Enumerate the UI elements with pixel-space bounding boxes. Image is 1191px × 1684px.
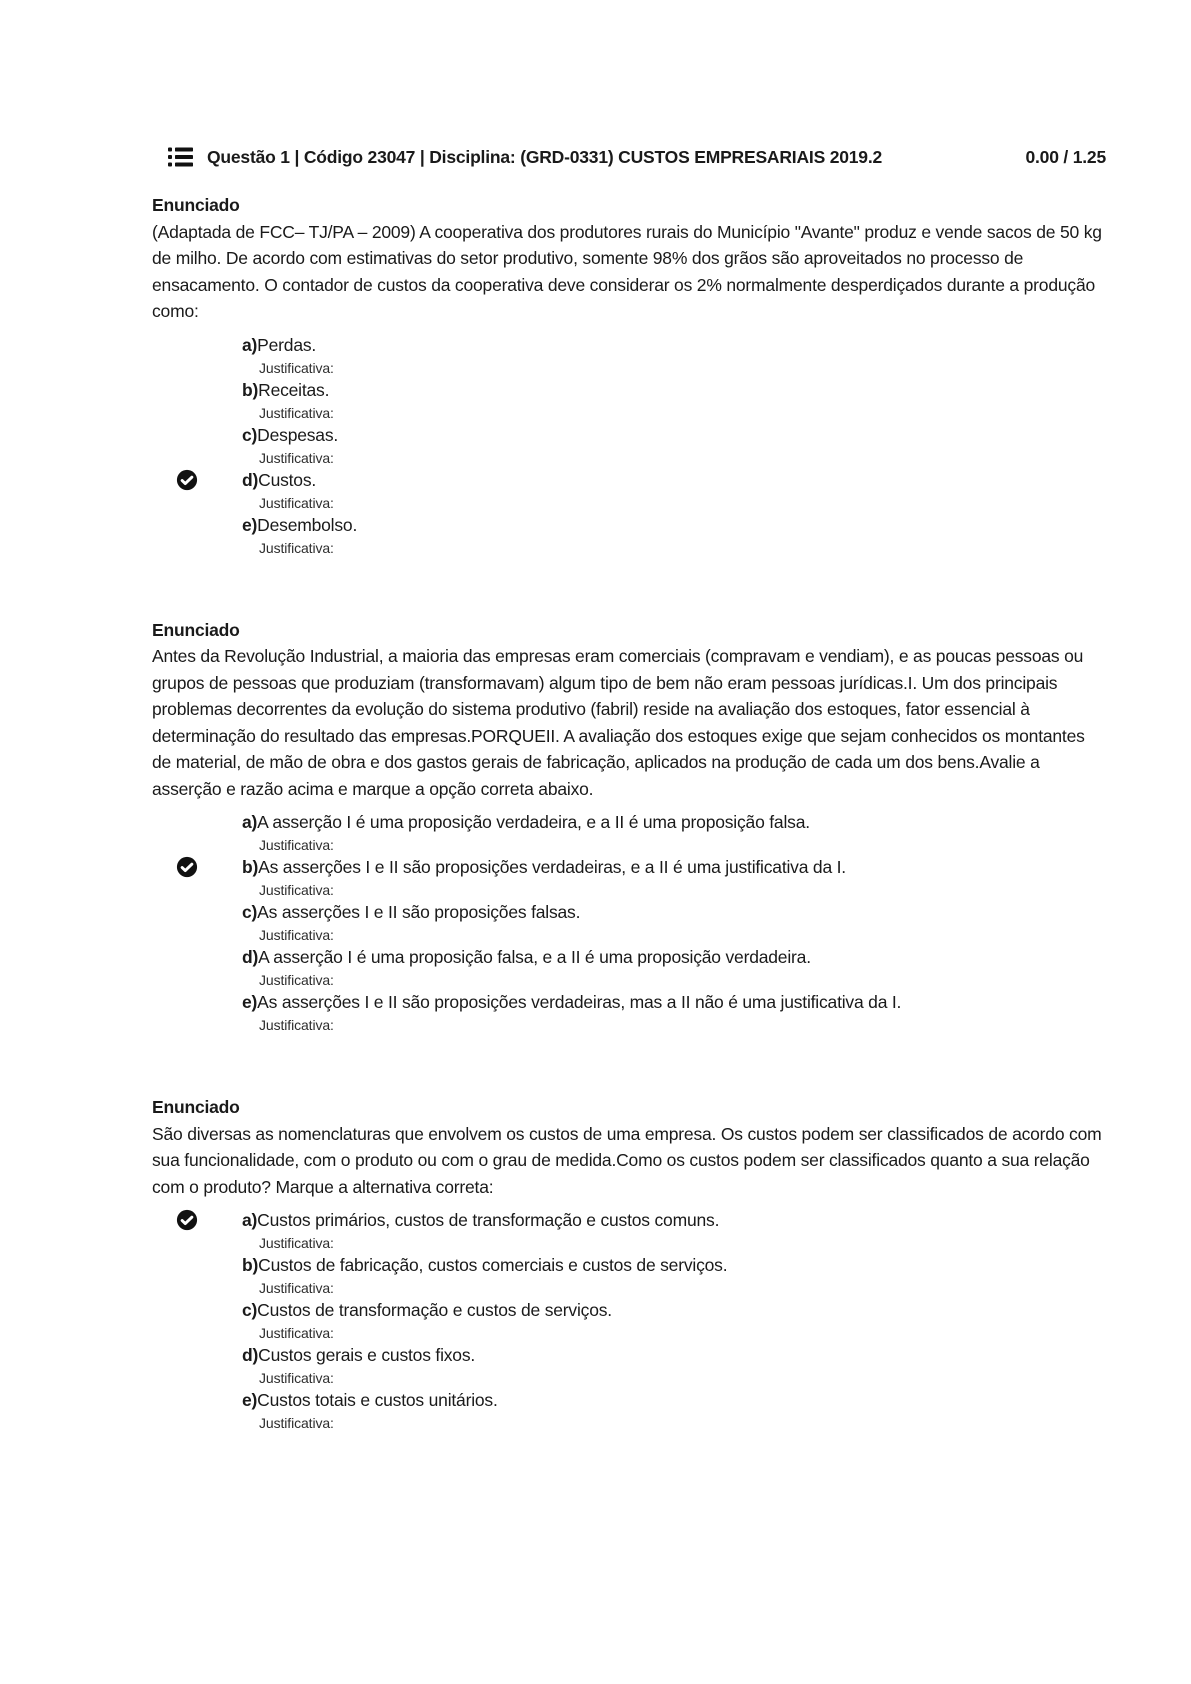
option-text: As asserções I e II são proposições falsas. <box>257 902 581 922</box>
justificativa-label: Justificativa: <box>259 1325 334 1341</box>
justificativa-label: Justificativa: <box>259 404 334 421</box>
options-list <box>242 811 1106 1036</box>
question-header <box>152 146 1106 168</box>
answer-option-d <box>242 1344 1106 1389</box>
justificativa-label: Justificativa: <box>259 837 334 853</box>
option-text: Custos totais e custos unitários. <box>257 1390 498 1410</box>
option-text: Despesas. <box>257 424 339 445</box>
answer-option-a <box>242 334 1106 379</box>
option-text: Desembolso. <box>257 514 358 535</box>
justificativa-label: Justificativa: <box>259 449 334 466</box>
enunciado-heading: Enunciado <box>152 195 240 215</box>
check-circle-icon <box>176 856 198 878</box>
option-letter: b) <box>242 1255 259 1275</box>
justificativa-label: Justificativa: <box>259 1280 334 1296</box>
answer-option-a <box>242 811 1106 856</box>
options-list <box>242 1209 1106 1434</box>
option-letter: d) <box>242 1345 259 1365</box>
question-block-1 <box>152 192 1106 559</box>
justificativa-label: Justificativa: <box>259 1017 334 1033</box>
enunciado-heading: Enunciado <box>152 1097 240 1117</box>
option-text: A asserção I é uma proposição falsa, e a II é uma proposição verdadeira. <box>258 947 811 967</box>
option-text: A asserção I é uma proposição verdadeira, e a II é uma proposição falsa. <box>257 812 810 832</box>
option-letter: e) <box>242 1390 258 1410</box>
enunciado-text: (Adaptada de FCC– TJ/PA – 2009) A cooperativa dos produtores rurais do Município "Avante" produz e vende sacos de 50 kg de milho. De acordo com estimativas do setor produtivo, somente 98% dos grãos são aproveitados no processo de ensacamento. O contador de custos da cooperativa deve considerar os 2% normalmente desperdiçados durante a produção como: <box>152 221 1102 321</box>
answer-option-d <box>242 946 1106 991</box>
option-letter: c) <box>242 902 258 922</box>
option-letter: a) <box>242 1210 258 1230</box>
answer-option-d-correct <box>242 469 1106 514</box>
option-letter: b) <box>242 857 259 877</box>
option-text: Receitas. <box>258 379 330 400</box>
option-letter: d) <box>242 947 259 967</box>
enunciado-text: São diversas as nomenclaturas que envolvem os custos de uma empresa. Os custos podem ser classificados de acordo com sua funcionalidade, com o produto ou com o grau de medida.Como os custos podem ser classificados quanto a sua relação com o produto? Marque a alternativa correta: <box>152 1123 1102 1197</box>
justificativa-label: Justificativa: <box>259 539 334 556</box>
answer-option-c <box>242 1299 1106 1344</box>
answer-option-e <box>242 514 1106 559</box>
option-letter: a) <box>242 334 258 355</box>
question-block-2 <box>152 617 1106 1037</box>
option-letter: b) <box>242 379 259 400</box>
option-text: Perdas. <box>257 334 317 355</box>
options-list <box>242 334 1106 559</box>
question-block-3 <box>152 1094 1106 1434</box>
justificativa-label: Justificativa: <box>259 359 334 376</box>
answer-option-b-correct <box>242 856 1106 901</box>
justificativa-label: Justificativa: <box>259 972 334 988</box>
justificativa-label: Justificativa: <box>259 882 334 898</box>
justificativa-label: Justificativa: <box>259 1370 334 1386</box>
option-letter: e) <box>242 514 258 535</box>
answer-option-b <box>242 1254 1106 1299</box>
option-letter: c) <box>242 1300 258 1320</box>
justificativa-label: Justificativa: <box>259 494 334 511</box>
question-score: 0.00 / 1.25 <box>1025 146 1106 167</box>
option-letter: c) <box>242 424 258 445</box>
option-letter: d) <box>242 469 259 490</box>
check-circle-icon <box>176 469 198 491</box>
option-letter: e) <box>242 992 258 1012</box>
check-circle-icon <box>176 1209 198 1231</box>
answer-option-e <box>242 1389 1106 1434</box>
justificativa-label: Justificativa: <box>259 927 334 943</box>
answer-option-e <box>242 991 1106 1036</box>
list-icon <box>168 146 193 168</box>
justificativa-label: Justificativa: <box>259 1415 334 1431</box>
option-letter: a) <box>242 812 258 832</box>
option-text: As asserções I e II são proposições verdadeiras, mas a II não é uma justificativa da I. <box>257 992 902 1012</box>
answer-option-a-correct <box>242 1209 1106 1254</box>
question-title: Questão 1 | Código 23047 | Disciplina: (GRD-0331) CUSTOS EMPRESARIAIS 2019.2 <box>207 146 883 167</box>
option-text: As asserções I e II são proposições verdadeiras, e a II é uma justificativa da I. <box>258 857 846 877</box>
option-text: Custos de fabricação, custos comerciais e custos de serviços. <box>258 1255 728 1275</box>
enunciado-heading: Enunciado <box>152 619 240 640</box>
answer-option-c <box>242 901 1106 946</box>
option-text: Custos. <box>258 469 317 490</box>
justificativa-label: Justificativa: <box>259 1235 334 1251</box>
option-text: Custos gerais e custos fixos. <box>258 1345 476 1365</box>
option-text: Custos de transformação e custos de serviços. <box>257 1300 612 1320</box>
answer-option-c <box>242 424 1106 469</box>
enunciado-text: Antes da Revolução Industrial, a maioria das empresas eram comerciais (compravam e vendiam), e as poucas pessoas ou grupos de pessoas que produziam (transformavam) algum tipo de bem não eram pessoas jurídicas.I. Um dos principais problemas decorrentes da evolução do sistema produtivo (fabril) reside na avaliação dos estoques, fator essencial à determinação do resultado das empresas.PORQUEII. A avaliação dos estoques exige que sejam conhecidos os montantes de material, de mão de obra e dos gastos gerais de fabricação, aplicados na produção de cada um dos bens.Avalie a asserção e razão acima e marque a opção correta abaixo. <box>152 646 1085 799</box>
option-text: Custos primários, custos de transformação e custos comuns. <box>257 1210 720 1230</box>
answer-option-b <box>242 379 1106 424</box>
